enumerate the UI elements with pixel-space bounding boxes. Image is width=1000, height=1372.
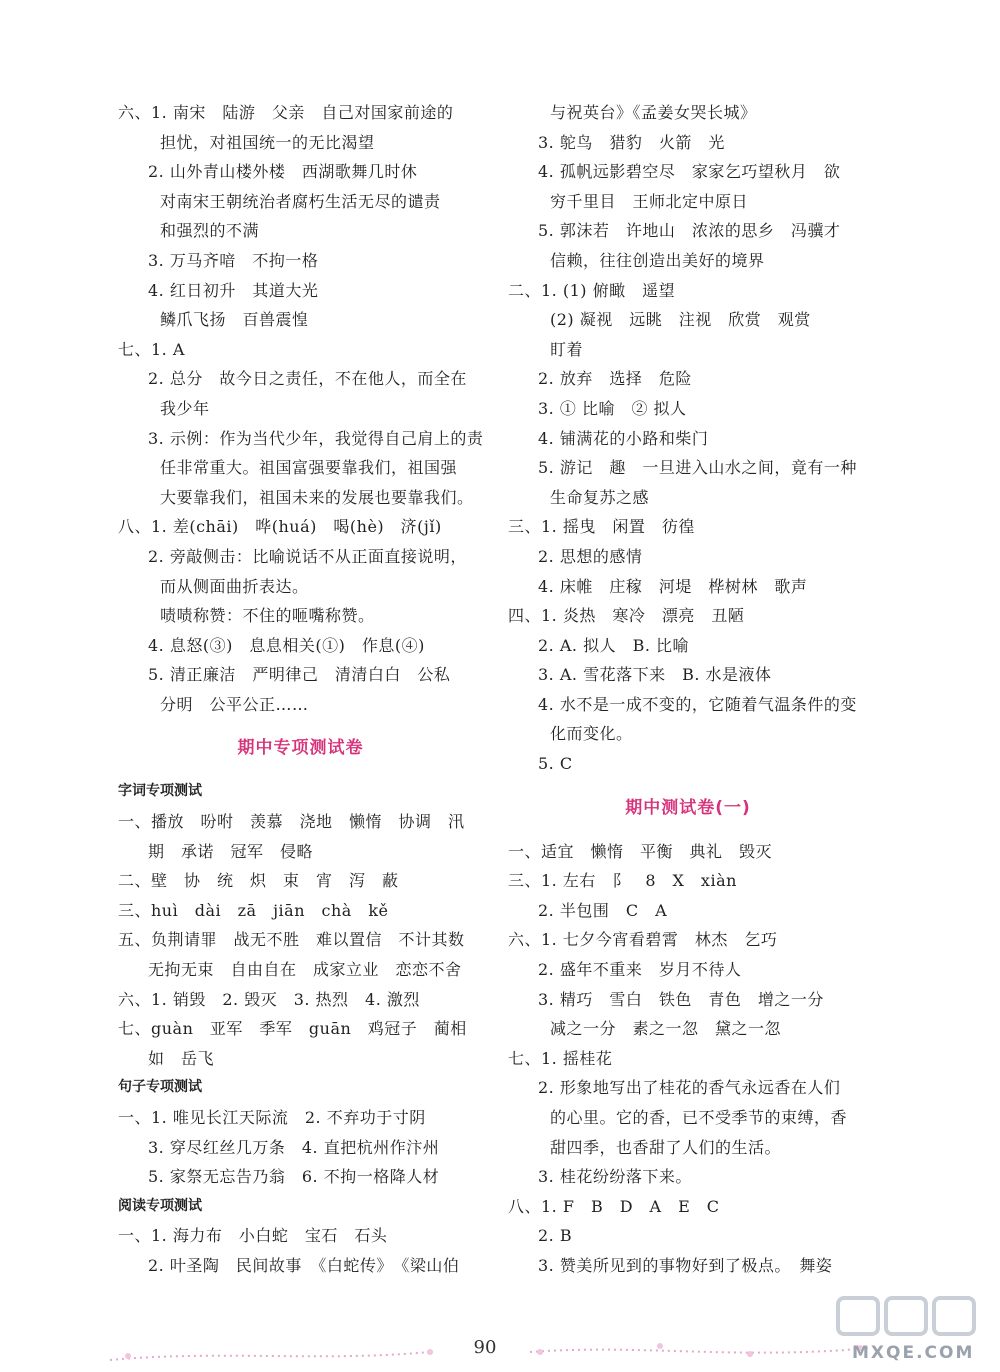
answer-line: 六、1. 南宋 陆游 父亲 自己对国家前途的 <box>118 103 454 122</box>
answer-line: 担忧，对祖国统一的无比渴望 <box>160 132 375 152</box>
answer-line: 和强烈的不满 <box>160 221 260 241</box>
answer-line: 三、1. 摇曳 闲置 彷徨 <box>508 517 695 537</box>
subsection-title: 字词专项测试 <box>118 783 202 800</box>
answer-line: 5. 游记 趣 一旦进入山水之间，竟有一种 <box>538 458 857 478</box>
answer-line: 八、1. 差(chāi) 哗(huá) 喝(hè) 济(jǐ) <box>118 517 442 537</box>
answer-line: 生命复苏之感 <box>550 487 650 507</box>
page-number: 90 <box>473 1337 497 1358</box>
answer-line: 对南宋王朝统治者腐朽生活无尽的谴责 <box>160 191 441 211</box>
answer-line: 5. C <box>538 754 573 774</box>
answer-line: 六、1. 七夕今宵看碧霄 林杰 乞巧 <box>508 930 778 950</box>
answer-line: 鳞爪飞扬 百兽震惶 <box>160 310 309 330</box>
answer-line: 信赖，往往创造出美好的境界 <box>550 250 765 270</box>
answer-line: 大要靠我们，祖国未来的发展也要靠我们。 <box>160 487 474 507</box>
answer-line: 2. B <box>538 1226 573 1246</box>
answer-line: 三、1. 左右 阝 8 X xiàn <box>508 871 737 891</box>
answer-line: 4. 水不是一成不变的，它随着气温条件的变 <box>538 694 857 714</box>
answer-line: 七、1. A <box>118 339 185 359</box>
answer-line: 六、1. 销毁 2. 毁灭 3. 热烈 4. 激烈 <box>118 989 420 1009</box>
answer-line: 3. 示例：作为当代少年，我觉得自己肩上的责 <box>148 428 484 448</box>
answer-line: 2. A. 拟人 B. 比喻 <box>538 635 690 655</box>
answer-line: 我少年 <box>160 398 210 418</box>
answer-line: 一、1. 海力布 小白蛇 宝石 石头 <box>118 1226 388 1246</box>
answer-line: 一、1. 唯见长江天际流 2. 不弃功于寸阴 <box>118 1108 426 1127</box>
left-column <box>118 98 483 1281</box>
answer-line: 2. 旁敲侧击：比喻说话不从正面直接说明， <box>148 546 467 566</box>
answer-line: 七、guàn 亚军 季军 guān 鸡冠子 蔺相 <box>118 1019 467 1039</box>
answer-line: 3. A. 雪花落下来 B. 水是液体 <box>538 665 772 685</box>
answer-line: 5. 清正廉洁 严明律己 清清白白 公私 <box>148 665 451 685</box>
answer-line: 3. 桂花纷纷落下来。 <box>538 1167 692 1187</box>
answer-line: 2. 山外青山楼外楼 西湖歌舞几时休 <box>148 162 418 182</box>
answer-line: 4. 床帷 庄稼 河堤 桦树林 歌声 <box>538 576 808 596</box>
right-column <box>508 98 868 1281</box>
answer-line: 三、huì dài zā jiān chà kě <box>118 900 389 920</box>
answer-line: 甜四季，也香甜了人们的生活。 <box>550 1137 782 1157</box>
watermark-text: MXQE.COM <box>852 1343 975 1363</box>
answer-line: 七、1. 摇桂花 <box>508 1048 613 1068</box>
answer-line: 2. 放弃 选择 危险 <box>538 369 692 389</box>
answer-line: 4. 铺满花的小路和柴门 <box>538 428 709 448</box>
right-answer-block-1 <box>508 98 868 779</box>
answer-line: 八、1. F B D A E C <box>508 1196 720 1216</box>
left-answer-block-1 <box>118 98 483 719</box>
answer-line: 2. 叶圣陶 民间故事 《白蛇传》 《梁山伯 <box>148 1255 460 1275</box>
answer-line: 5. 家祭无忘告乃翁 6. 不拘一格降人材 <box>148 1167 440 1187</box>
answer-line: 3. ① 比喻 ② 拟人 <box>538 398 687 418</box>
left-answer-block-2 <box>118 777 483 1280</box>
answer-line: 2. 半包围 C A <box>538 900 668 920</box>
answer-line: 期 承诺 冠军 侵略 <box>148 841 314 861</box>
answer-line: 化而变化。 <box>550 724 633 744</box>
answer-line: 啧啧称赞：不住的咂嘴称赞。 <box>160 606 375 626</box>
answer-line: 盯着 <box>550 339 584 359</box>
answer-line: 5. 郭沫若 许地山 浓浓的思乡 冯骥才 <box>538 221 841 241</box>
answer-line: 分明 公平公正…… <box>160 694 309 714</box>
answer-line: 4. 红日初升 其道大光 <box>148 280 319 300</box>
answer-line: 而从侧面曲折表达。 <box>160 576 309 596</box>
section-heading-midterm-special: 期中专项测试卷 <box>237 738 364 759</box>
answer-line: 二、壁 协 统 炽 束 宵 泻 蔽 <box>118 871 399 891</box>
answer-line: 3. 穿尽红丝几万条 4. 直把杭州作汴州 <box>148 1137 440 1157</box>
answer-line: 任非常重大。祖国富强要靠我们，祖国强 <box>160 458 458 478</box>
answer-line: 一、适宜 懒惰 平衡 典礼 毁灭 <box>508 841 773 861</box>
right-answer-block-2 <box>508 837 868 1281</box>
answer-line: 穷千里目 王师北定中原日 <box>550 191 749 211</box>
answer-line: 3. 精巧 雪白 铁色 青色 增之一分 <box>538 989 824 1009</box>
answer-line: 一、播放 吩咐 羡慕 浇地 懒惰 协调 汛 <box>118 812 465 832</box>
answer-line: 3. 赞美所见到的事物好到了极点。 舞姿 <box>538 1255 833 1275</box>
answer-line: 的心里。它的香，已不受季节的束缚，香 <box>550 1108 848 1127</box>
subsection-title: 句子专项测试 <box>118 1079 202 1096</box>
answer-line: 4. 孤帆远影碧空尽 家家乞巧望秋月 欲 <box>538 162 841 182</box>
answer-line: 2. 思想的感情 <box>538 546 643 566</box>
answer-line: 减之一分 素之一忽 黛之一忽 <box>550 1019 782 1039</box>
answer-line: 与祝英台》《孟姜女哭长城》 <box>550 103 757 122</box>
answer-line: 2. 形象地写出了桂花的香气永远香在人们 <box>538 1078 841 1098</box>
answer-line: 3. 万马齐喑 不拘一格 <box>148 250 319 270</box>
answer-line: 4. 息怒(③) 息息相关(①) 作息(④) <box>148 635 425 655</box>
answer-line: 四、1. 炎热 寒冷 漂亮 丑陋 <box>508 606 745 626</box>
answer-line: 3. 鸵鸟 猎豹 火箭 光 <box>538 132 725 152</box>
answer-line: 二、1. (1) 俯瞰 遥望 <box>508 280 676 300</box>
answer-line: 无拘无束 自由自在 成家立业 恋恋不舍 <box>148 960 462 980</box>
answer-line: 2. 总分 故今日之责任，不在他人，而全在 <box>148 369 467 389</box>
answer-line: (2) 凝视 远眺 注视 欣赏 观赏 <box>550 310 811 330</box>
subsection-title: 阅读专项测试 <box>118 1197 202 1214</box>
section-heading-midterm-test-1: 期中测试卷(一) <box>625 797 751 818</box>
answer-line: 2. 盛年不重来 岁月不待人 <box>538 960 742 980</box>
answer-line: 五、负荆请罪 战无不胜 难以置信 不计其数 <box>118 930 465 950</box>
answer-line: 如 岳飞 <box>148 1048 215 1068</box>
